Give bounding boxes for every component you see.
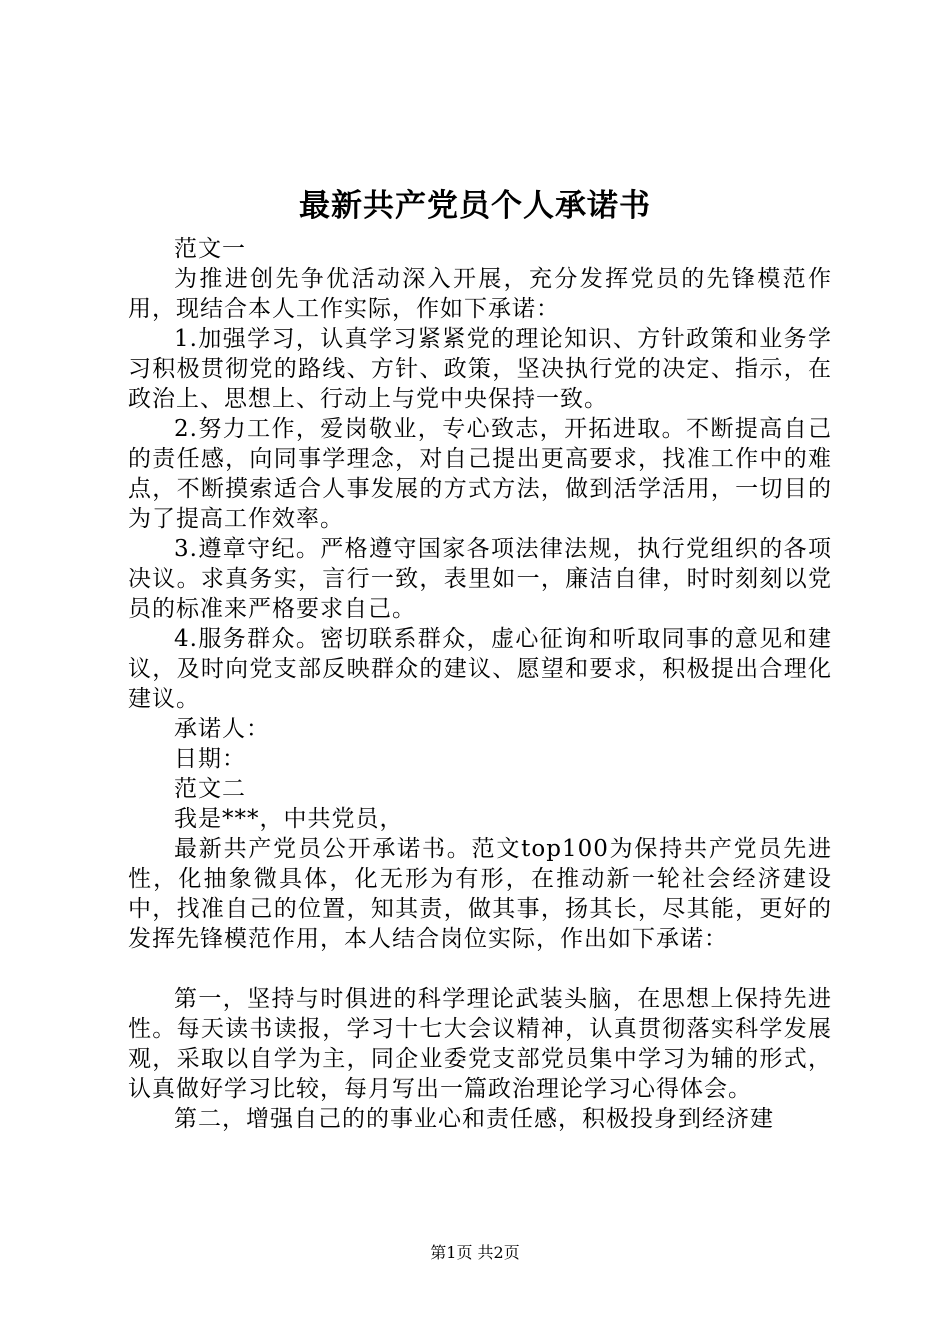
paragraph: 1.加强学习，认真学习紧紧党的理论知识、方针政策和业务学习积极贯彻党的路线、方针、政策，坚决执行党的决定、指示，在政治上、思想上、行动上与党中央保持一致。: [128, 326, 832, 412]
paragraph: 最新共产党员公开承诺书。范文top100为保持共产党员先进性，化抽象微具体，化无形为有形，在推动新一轮社会经济建设中，找准自己的位置，知其责，做其事，扬其长，尽其能，更好的发挥先锋模范作用，本人结合岗位实际，作出如下承诺：: [128, 836, 832, 952]
document-title: 最新共产党员个人承诺书: [299, 188, 651, 224]
paragraph: 第一，坚持与时俱进的科学理论武装头脑，在思想上保持先进性。每天读书读报，学习十七大会议精神，认真贯彻落实科学发展观，采取以自学为主，同企业委党支部党员集中学习为辅的形式，认真做好学习比较，每月写出一篇政治理论学习心得体会。: [128, 986, 832, 1102]
document-body: [128, 234, 832, 1134]
paragraph: 范文一: [174, 236, 246, 262]
paragraph: 第二，增强自己的的事业心和责任感，积极投身到经济建: [174, 1106, 774, 1132]
paragraph: 我是***，中共党员，: [174, 806, 404, 832]
paragraph: 为推进创先争优活动深入开展，充分发挥党员的先锋模范作用，现结合本人工作实际，作如下承诺：: [128, 266, 832, 322]
paragraph: 2.努力工作，爱岗敬业，专心致志，开拓进取。不断提高自己的责任感，向同事学理念，对自己提出更高要求，找准工作中的难点，不断摸索适合人事发展的方式方法，做到活学活用，一切目的为了提高工作效率。: [128, 416, 832, 532]
paragraph: 4.服务群众。密切联系群众，虚心征询和听取同事的意见和建议，及时向党支部反映群众的建议、愿望和要求，积极提出合理化建议。: [128, 626, 832, 712]
paragraph: 日期：: [174, 746, 246, 772]
paragraph: 范文二: [174, 776, 246, 802]
paragraph: 3.遵章守纪。严格遵守国家各项法律法规，执行党组织的各项决议。求真务实，言行一致，表里如一，廉洁自律，时时刻刻以党员的标准来严格要求自己。: [128, 536, 832, 622]
page-footer: 第1页 共2页: [430, 1243, 520, 1262]
paragraph: 承诺人：: [174, 716, 270, 742]
